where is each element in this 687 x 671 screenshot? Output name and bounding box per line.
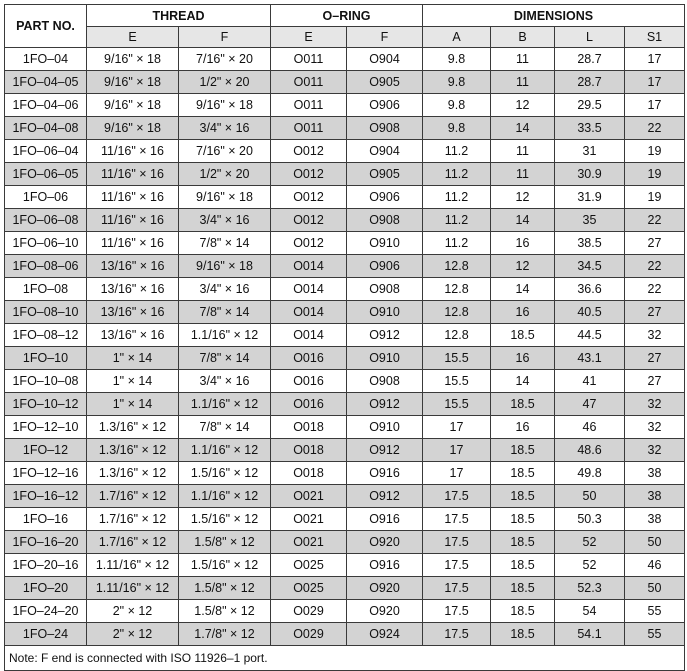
oring-f-cell: O905	[347, 71, 423, 94]
thread-f-cell: 3/4" × 16	[179, 278, 271, 301]
oring-e-cell: O016	[271, 370, 347, 393]
table-row	[5, 209, 685, 232]
dim-s1-cell: 27	[625, 232, 685, 255]
table-row	[5, 347, 685, 370]
dim-a-cell: 17.5	[423, 531, 491, 554]
header-dim-s1: S1	[625, 27, 685, 48]
dim-b-cell: 16	[491, 416, 555, 439]
part-no-cell: 1FO–20	[5, 577, 87, 600]
dim-s1-cell: 38	[625, 462, 685, 485]
thread-e-cell: 9/16" × 18	[87, 48, 179, 71]
table-row	[5, 416, 685, 439]
table-row	[5, 623, 685, 646]
dim-l-cell: 54.1	[555, 623, 625, 646]
thread-f-cell: 9/16" × 18	[179, 255, 271, 278]
thread-e-cell: 11/16" × 16	[87, 232, 179, 255]
part-no-cell: 1FO–16–20	[5, 531, 87, 554]
thread-e-cell: 11/16" × 16	[87, 163, 179, 186]
dim-l-cell: 40.5	[555, 301, 625, 324]
dim-l-cell: 43.1	[555, 347, 625, 370]
thread-e-cell: 11/16" × 16	[87, 209, 179, 232]
dim-l-cell: 35	[555, 209, 625, 232]
thread-f-cell: 1/2" × 20	[179, 71, 271, 94]
dim-b-cell: 11	[491, 163, 555, 186]
table-row	[5, 577, 685, 600]
oring-f-cell: O910	[347, 347, 423, 370]
dim-b-cell: 12	[491, 94, 555, 117]
oring-e-cell: O014	[271, 324, 347, 347]
oring-f-cell: O912	[347, 439, 423, 462]
oring-e-cell: O016	[271, 347, 347, 370]
oring-f-cell: O908	[347, 117, 423, 140]
dim-b-cell: 18.5	[491, 600, 555, 623]
thread-e-cell: 13/16" × 16	[87, 278, 179, 301]
part-no-cell: 1FO–12–16	[5, 462, 87, 485]
part-no-cell: 1FO–04	[5, 48, 87, 71]
oring-e-cell: O021	[271, 508, 347, 531]
dim-a-cell: 17.5	[423, 554, 491, 577]
dim-l-cell: 54	[555, 600, 625, 623]
thread-e-cell: 1.11/16" × 12	[87, 554, 179, 577]
part-no-cell: 1FO–04–05	[5, 71, 87, 94]
table-row	[5, 117, 685, 140]
thread-e-cell: 1" × 14	[87, 370, 179, 393]
table-row	[5, 232, 685, 255]
table-row	[5, 462, 685, 485]
dim-l-cell: 28.7	[555, 71, 625, 94]
oring-f-cell: O910	[347, 301, 423, 324]
table-footer	[5, 646, 685, 671]
oring-e-cell: O011	[271, 71, 347, 94]
oring-e-cell: O012	[271, 186, 347, 209]
oring-e-cell: O018	[271, 416, 347, 439]
dim-s1-cell: 27	[625, 301, 685, 324]
table-row	[5, 324, 685, 347]
dim-s1-cell: 19	[625, 186, 685, 209]
dim-s1-cell: 17	[625, 94, 685, 117]
dim-l-cell: 31.9	[555, 186, 625, 209]
dim-s1-cell: 50	[625, 577, 685, 600]
part-no-cell: 1FO–04–06	[5, 94, 87, 117]
oring-f-cell: O906	[347, 94, 423, 117]
part-no-cell: 1FO–06–04	[5, 140, 87, 163]
dim-l-cell: 36.6	[555, 278, 625, 301]
part-no-cell: 1FO–10–12	[5, 393, 87, 416]
table-row	[5, 508, 685, 531]
thread-e-cell: 13/16" × 16	[87, 255, 179, 278]
oring-e-cell: O014	[271, 278, 347, 301]
oring-e-cell: O018	[271, 462, 347, 485]
thread-f-cell: 7/8" × 14	[179, 416, 271, 439]
dim-b-cell: 14	[491, 370, 555, 393]
thread-e-cell: 1.3/16" × 12	[87, 462, 179, 485]
dim-s1-cell: 17	[625, 71, 685, 94]
oring-f-cell: O904	[347, 48, 423, 71]
dim-s1-cell: 19	[625, 163, 685, 186]
thread-e-cell: 1.11/16" × 12	[87, 577, 179, 600]
part-no-cell: 1FO–08–10	[5, 301, 87, 324]
oring-e-cell: O012	[271, 209, 347, 232]
dim-b-cell: 18.5	[491, 324, 555, 347]
dim-l-cell: 48.6	[555, 439, 625, 462]
table-row	[5, 301, 685, 324]
oring-f-cell: O905	[347, 163, 423, 186]
part-no-cell: 1FO–12–10	[5, 416, 87, 439]
oring-f-cell: O910	[347, 416, 423, 439]
dim-l-cell: 28.7	[555, 48, 625, 71]
thread-f-cell: 1.5/16" × 12	[179, 554, 271, 577]
thread-f-cell: 1.7/8" × 12	[179, 623, 271, 646]
header-oring-e: E	[271, 27, 347, 48]
header-thread-e: E	[87, 27, 179, 48]
oring-f-cell: O912	[347, 393, 423, 416]
dim-l-cell: 52.3	[555, 577, 625, 600]
oring-f-cell: O912	[347, 324, 423, 347]
thread-f-cell: 3/4" × 16	[179, 370, 271, 393]
thread-e-cell: 1.7/16" × 12	[87, 531, 179, 554]
part-no-cell: 1FO–16	[5, 508, 87, 531]
dim-a-cell: 17.5	[423, 508, 491, 531]
oring-f-cell: O908	[347, 370, 423, 393]
thread-f-cell: 1.5/16" × 12	[179, 462, 271, 485]
oring-f-cell: O920	[347, 600, 423, 623]
part-no-cell: 1FO–16–12	[5, 485, 87, 508]
oring-e-cell: O029	[271, 600, 347, 623]
thread-f-cell: 7/16" × 20	[179, 140, 271, 163]
part-no-cell: 1FO–24	[5, 623, 87, 646]
part-no-cell: 1FO–10–08	[5, 370, 87, 393]
table-header	[5, 5, 685, 48]
part-no-cell: 1FO–06–05	[5, 163, 87, 186]
dim-l-cell: 52	[555, 554, 625, 577]
dim-s1-cell: 38	[625, 508, 685, 531]
header-sub-row	[5, 27, 685, 48]
dim-a-cell: 9.8	[423, 48, 491, 71]
table-row	[5, 278, 685, 301]
oring-f-cell: O906	[347, 255, 423, 278]
dim-l-cell: 33.5	[555, 117, 625, 140]
dim-s1-cell: 22	[625, 117, 685, 140]
dim-l-cell: 50	[555, 485, 625, 508]
header-group-row	[5, 5, 685, 27]
oring-e-cell: O012	[271, 163, 347, 186]
oring-f-cell: O924	[347, 623, 423, 646]
thread-f-cell: 1.1/16" × 12	[179, 393, 271, 416]
dim-a-cell: 17	[423, 462, 491, 485]
table-row	[5, 370, 685, 393]
dim-a-cell: 17.5	[423, 600, 491, 623]
dim-l-cell: 38.5	[555, 232, 625, 255]
thread-e-cell: 2" × 12	[87, 600, 179, 623]
oring-f-cell: O916	[347, 554, 423, 577]
oring-f-cell: O908	[347, 278, 423, 301]
oring-f-cell: O920	[347, 577, 423, 600]
thread-f-cell: 1/2" × 20	[179, 163, 271, 186]
dim-s1-cell: 38	[625, 485, 685, 508]
oring-f-cell: O904	[347, 140, 423, 163]
dim-a-cell: 11.2	[423, 232, 491, 255]
dim-a-cell: 17.5	[423, 623, 491, 646]
dim-s1-cell: 32	[625, 439, 685, 462]
part-no-cell: 1FO–08–06	[5, 255, 87, 278]
header-oring-f: F	[347, 27, 423, 48]
thread-e-cell: 13/16" × 16	[87, 301, 179, 324]
dim-l-cell: 29.5	[555, 94, 625, 117]
dim-b-cell: 18.5	[491, 508, 555, 531]
dim-b-cell: 18.5	[491, 462, 555, 485]
header-thread-f: F	[179, 27, 271, 48]
part-no-cell: 1FO–06–08	[5, 209, 87, 232]
dim-a-cell: 12.8	[423, 324, 491, 347]
table-row	[5, 531, 685, 554]
dim-a-cell: 17	[423, 416, 491, 439]
thread-e-cell: 1.3/16" × 12	[87, 416, 179, 439]
part-no-cell: 1FO–08–12	[5, 324, 87, 347]
part-no-cell: 1FO–06	[5, 186, 87, 209]
dim-a-cell: 9.8	[423, 94, 491, 117]
thread-e-cell: 2" × 12	[87, 623, 179, 646]
header-dim-l: L	[555, 27, 625, 48]
dim-b-cell: 18.5	[491, 554, 555, 577]
thread-e-cell: 1.7/16" × 12	[87, 508, 179, 531]
thread-f-cell: 7/8" × 14	[179, 301, 271, 324]
oring-e-cell: O021	[271, 531, 347, 554]
oring-e-cell: O018	[271, 439, 347, 462]
thread-e-cell: 11/16" × 16	[87, 140, 179, 163]
thread-f-cell: 1.5/8" × 12	[179, 600, 271, 623]
oring-e-cell: O012	[271, 232, 347, 255]
dim-b-cell: 18.5	[491, 485, 555, 508]
dim-a-cell: 12.8	[423, 278, 491, 301]
table-row	[5, 71, 685, 94]
dim-b-cell: 18.5	[491, 577, 555, 600]
thread-f-cell: 1.5/8" × 12	[179, 531, 271, 554]
thread-e-cell: 1" × 14	[87, 347, 179, 370]
dim-a-cell: 17	[423, 439, 491, 462]
table-row	[5, 48, 685, 71]
table-row	[5, 163, 685, 186]
dim-s1-cell: 22	[625, 255, 685, 278]
thread-f-cell: 1.5/8" × 12	[179, 577, 271, 600]
dim-l-cell: 50.3	[555, 508, 625, 531]
oring-e-cell: O011	[271, 48, 347, 71]
fitting-spec-table	[4, 4, 685, 671]
dim-l-cell: 46	[555, 416, 625, 439]
header-part-no: PART NO.	[5, 5, 87, 48]
oring-e-cell: O011	[271, 94, 347, 117]
dim-s1-cell: 32	[625, 416, 685, 439]
dim-a-cell: 15.5	[423, 370, 491, 393]
oring-e-cell: O021	[271, 485, 347, 508]
dim-a-cell: 17.5	[423, 577, 491, 600]
table-row	[5, 554, 685, 577]
dim-b-cell: 16	[491, 301, 555, 324]
dim-b-cell: 16	[491, 232, 555, 255]
dim-s1-cell: 27	[625, 370, 685, 393]
dim-l-cell: 41	[555, 370, 625, 393]
dim-a-cell: 12.8	[423, 255, 491, 278]
oring-f-cell: O920	[347, 531, 423, 554]
part-no-cell: 1FO–24–20	[5, 600, 87, 623]
thread-e-cell: 1.7/16" × 12	[87, 485, 179, 508]
part-no-cell: 1FO–06–10	[5, 232, 87, 255]
thread-f-cell: 9/16" × 18	[179, 186, 271, 209]
dim-s1-cell: 17	[625, 48, 685, 71]
thread-f-cell: 1.1/16" × 12	[179, 439, 271, 462]
thread-e-cell: 9/16" × 18	[87, 94, 179, 117]
oring-e-cell: O014	[271, 301, 347, 324]
dim-s1-cell: 32	[625, 393, 685, 416]
dim-s1-cell: 32	[625, 324, 685, 347]
table-body	[5, 48, 685, 646]
thread-f-cell: 9/16" × 18	[179, 94, 271, 117]
dim-b-cell: 11	[491, 71, 555, 94]
dim-b-cell: 18.5	[491, 623, 555, 646]
table-row	[5, 393, 685, 416]
thread-e-cell: 1" × 14	[87, 393, 179, 416]
dim-l-cell: 44.5	[555, 324, 625, 347]
oring-e-cell: O012	[271, 140, 347, 163]
dim-b-cell: 14	[491, 278, 555, 301]
thread-e-cell: 9/16" × 18	[87, 71, 179, 94]
thread-f-cell: 7/8" × 14	[179, 347, 271, 370]
thread-f-cell: 1.1/16" × 12	[179, 485, 271, 508]
part-no-cell: 1FO–10	[5, 347, 87, 370]
header-o-ring: O–RING	[271, 5, 423, 27]
oring-f-cell: O908	[347, 209, 423, 232]
dim-s1-cell: 27	[625, 347, 685, 370]
footer-row	[5, 646, 685, 671]
table-note: Note: F end is connected with ISO 11926–1 port.	[5, 646, 685, 671]
dim-l-cell: 49.8	[555, 462, 625, 485]
part-no-cell: 1FO–12	[5, 439, 87, 462]
dim-l-cell: 30.9	[555, 163, 625, 186]
dim-a-cell: 17.5	[423, 485, 491, 508]
oring-f-cell: O916	[347, 462, 423, 485]
dim-s1-cell: 22	[625, 278, 685, 301]
dim-s1-cell: 55	[625, 600, 685, 623]
dim-b-cell: 12	[491, 186, 555, 209]
table-row	[5, 255, 685, 278]
dim-a-cell: 9.8	[423, 71, 491, 94]
oring-e-cell: O029	[271, 623, 347, 646]
table-row	[5, 186, 685, 209]
dim-a-cell: 15.5	[423, 347, 491, 370]
dim-b-cell: 11	[491, 48, 555, 71]
header-dim-b: B	[491, 27, 555, 48]
dim-b-cell: 18.5	[491, 531, 555, 554]
dim-b-cell: 18.5	[491, 439, 555, 462]
oring-f-cell: O916	[347, 508, 423, 531]
dim-a-cell: 9.8	[423, 117, 491, 140]
dim-b-cell: 11	[491, 140, 555, 163]
thread-e-cell: 11/16" × 16	[87, 186, 179, 209]
header-thread: THREAD	[87, 5, 271, 27]
dim-b-cell: 16	[491, 347, 555, 370]
oring-e-cell: O011	[271, 117, 347, 140]
part-no-cell: 1FO–20–16	[5, 554, 87, 577]
table-row	[5, 600, 685, 623]
dim-s1-cell: 55	[625, 623, 685, 646]
dim-l-cell: 31	[555, 140, 625, 163]
dim-s1-cell: 46	[625, 554, 685, 577]
part-no-cell: 1FO–08	[5, 278, 87, 301]
dim-a-cell: 15.5	[423, 393, 491, 416]
thread-f-cell: 3/4" × 16	[179, 209, 271, 232]
part-no-cell: 1FO–04–08	[5, 117, 87, 140]
dim-a-cell: 11.2	[423, 209, 491, 232]
dim-a-cell: 12.8	[423, 301, 491, 324]
thread-f-cell: 7/8" × 14	[179, 232, 271, 255]
thread-e-cell: 1.3/16" × 12	[87, 439, 179, 462]
oring-e-cell: O014	[271, 255, 347, 278]
dim-l-cell: 47	[555, 393, 625, 416]
table-row	[5, 94, 685, 117]
dim-a-cell: 11.2	[423, 163, 491, 186]
dim-b-cell: 12	[491, 255, 555, 278]
dim-l-cell: 34.5	[555, 255, 625, 278]
thread-e-cell: 9/16" × 18	[87, 117, 179, 140]
oring-e-cell: O016	[271, 393, 347, 416]
dim-a-cell: 11.2	[423, 140, 491, 163]
oring-f-cell: O906	[347, 186, 423, 209]
oring-e-cell: O025	[271, 554, 347, 577]
oring-e-cell: O025	[271, 577, 347, 600]
table-row	[5, 485, 685, 508]
table-row	[5, 439, 685, 462]
dim-s1-cell: 22	[625, 209, 685, 232]
dim-a-cell: 11.2	[423, 186, 491, 209]
thread-f-cell: 7/16" × 20	[179, 48, 271, 71]
thread-e-cell: 13/16" × 16	[87, 324, 179, 347]
dim-s1-cell: 50	[625, 531, 685, 554]
thread-f-cell: 1.1/16" × 12	[179, 324, 271, 347]
dim-s1-cell: 19	[625, 140, 685, 163]
header-dimensions: DIMENSIONS	[423, 5, 685, 27]
header-dim-a: A	[423, 27, 491, 48]
dim-b-cell: 14	[491, 209, 555, 232]
thread-f-cell: 1.5/16" × 12	[179, 508, 271, 531]
dim-b-cell: 18.5	[491, 393, 555, 416]
spec-table-container	[4, 4, 685, 671]
oring-f-cell: O912	[347, 485, 423, 508]
dim-b-cell: 14	[491, 117, 555, 140]
thread-f-cell: 3/4" × 16	[179, 117, 271, 140]
dim-l-cell: 52	[555, 531, 625, 554]
table-row	[5, 140, 685, 163]
oring-f-cell: O910	[347, 232, 423, 255]
